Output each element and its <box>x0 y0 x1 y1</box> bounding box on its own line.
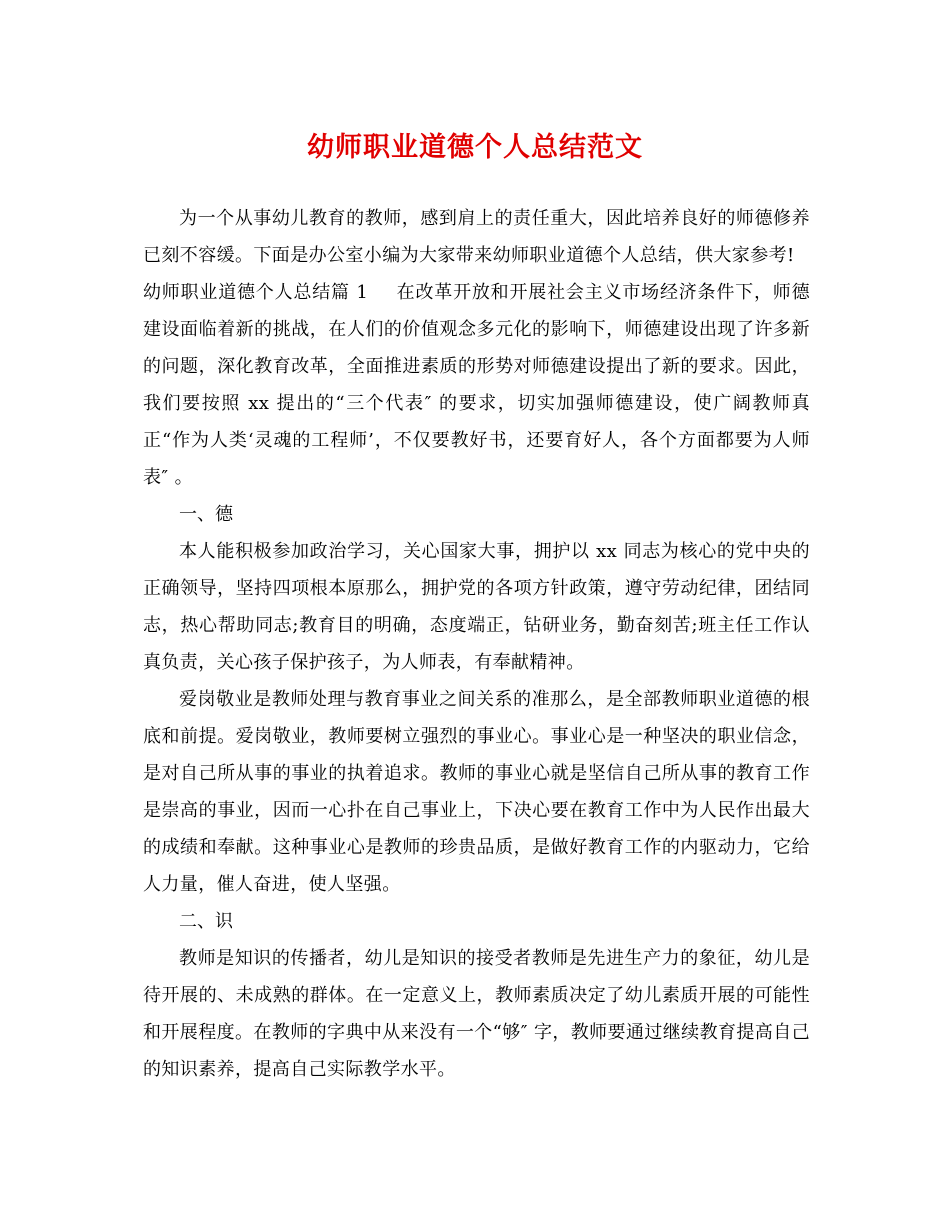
heading-shi: 二、识 <box>179 911 233 932</box>
paragraph-shi-1: 教师是知识的传播者，幼儿是知识的接受者教师是先进生产力的象征，幼儿是待开展的、未成熟的群体。在一定意义上，教师素质决定了幼儿素质开展的可能性和开展程度。在教师的字典中从来没有一个“够″ 字，教师要通过继续教育提高自己的知识素养，提高自己实际教学水平。 <box>143 948 810 1080</box>
section-intro-text: 在改革开放和开展社会主义市场经济条件下，师德建设面临着新的挑战，在人们的价值观念多元化的影响下，师德建设出现了许多新的问题，深化教育改革，全面推进素质的形势对师德建设提出了新的要求。因此，我们要按照 xx 提出的“三个代表″ 的要求，切实加强师德建设，使广阔教师真正“作为人类‘灵魂的工程师’，不仅要教好书，还要育好人，各个方面都要为人师表″ 。 <box>143 282 810 488</box>
paragraph-de-1: 本人能积极参加政治学习，关心国家大事，拥护以 xx 同志为核心的党中央的正确领导，坚持四项根本原那么，拥护党的各项方针政策，遵守劳动纪律，团结同志，热心帮助同志;教育目的明确，态度端正，钻研业务，勤奋刻苦;班主任工作认真负责，关心孩子保护孩子，为人师表，有奉献精神。 <box>143 541 810 673</box>
heading-de: 一、德 <box>179 504 233 525</box>
intro-paragraph: 为一个从事幼儿教育的教师，感到肩上的责任重大，因此培养良好的师德修养已刻不容缓。下面是办公室小编为大家带来幼师职业道德个人总结，供大家参考! <box>143 208 810 266</box>
section-paragraph <box>143 274 810 496</box>
document-body <box>143 200 810 1088</box>
paragraph-de-2: 爱岗敬业是教师处理与教育事业之间关系的准那么，是全部教师职业道德的根底和前提。爱岗敬业，教师要树立强烈的事业心。事业心是一种坚决的职业信念，是对自己所从事的事业的执着追求。教师的事业心就是坚信自己所从事的教育工作是崇高的事业，因而一心扑在自己事业上，下决心要在教育工作中为人民作出最大的成绩和奉献。这种事业心是教师的珍贵品质，是做好教育工作的内驱动力，它给人力量，催人奋进，使人坚强。 <box>143 689 810 895</box>
section-title: 幼师职业道德个人总结篇 1 <box>143 282 369 303</box>
document-title: 幼师职业道德个人总结范文 <box>307 132 643 163</box>
